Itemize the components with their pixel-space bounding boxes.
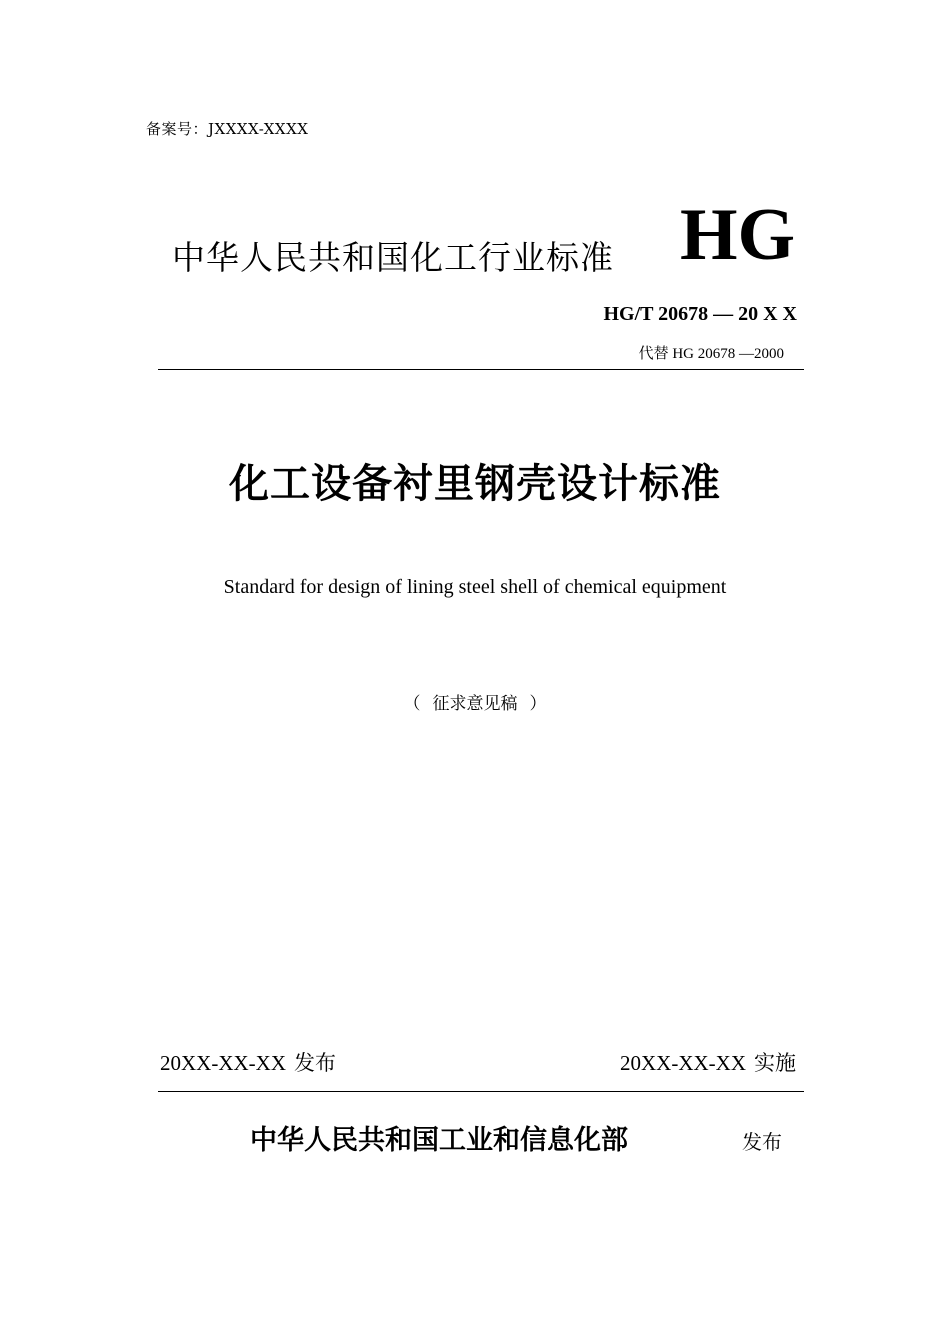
top-divider — [158, 369, 804, 370]
effective-date — [620, 1047, 796, 1077]
effective-label: 实施 — [754, 1051, 796, 1075]
english-title: Standard for design of lining steel shell of chemical equipment — [223, 576, 727, 598]
draft-text: 征求意见稿 — [432, 694, 518, 714]
bottom-divider — [158, 1091, 804, 1092]
issuer-action: 发布 — [742, 1130, 782, 1154]
publish-date — [160, 1047, 336, 1077]
draft-open-paren: （ — [403, 694, 421, 714]
issuer-name: 中华人民共和国工业和信息化部 — [250, 1125, 628, 1156]
document-title: 化工设备衬里钢壳设计标准 — [229, 461, 721, 507]
record-number: 备案号：JXXXX-XXXX — [146, 120, 309, 138]
draft-note — [0, 689, 950, 714]
standard-code: HG/T 20678 — 20 X X — [603, 303, 797, 325]
industry-standard-title: 中华人民共和国化工行业标准 — [172, 238, 614, 277]
effective-date-value: 20XX-XX-XX — [620, 1051, 746, 1075]
publish-label: 发布 — [293, 1051, 336, 1075]
hg-mark: HG — [680, 194, 796, 276]
draft-close-paren: ） — [529, 694, 547, 714]
publish-date-value: 20XX-XX-XX — [160, 1051, 286, 1075]
replaces-note: 代替 HG 20678 —2000 — [638, 346, 784, 362]
